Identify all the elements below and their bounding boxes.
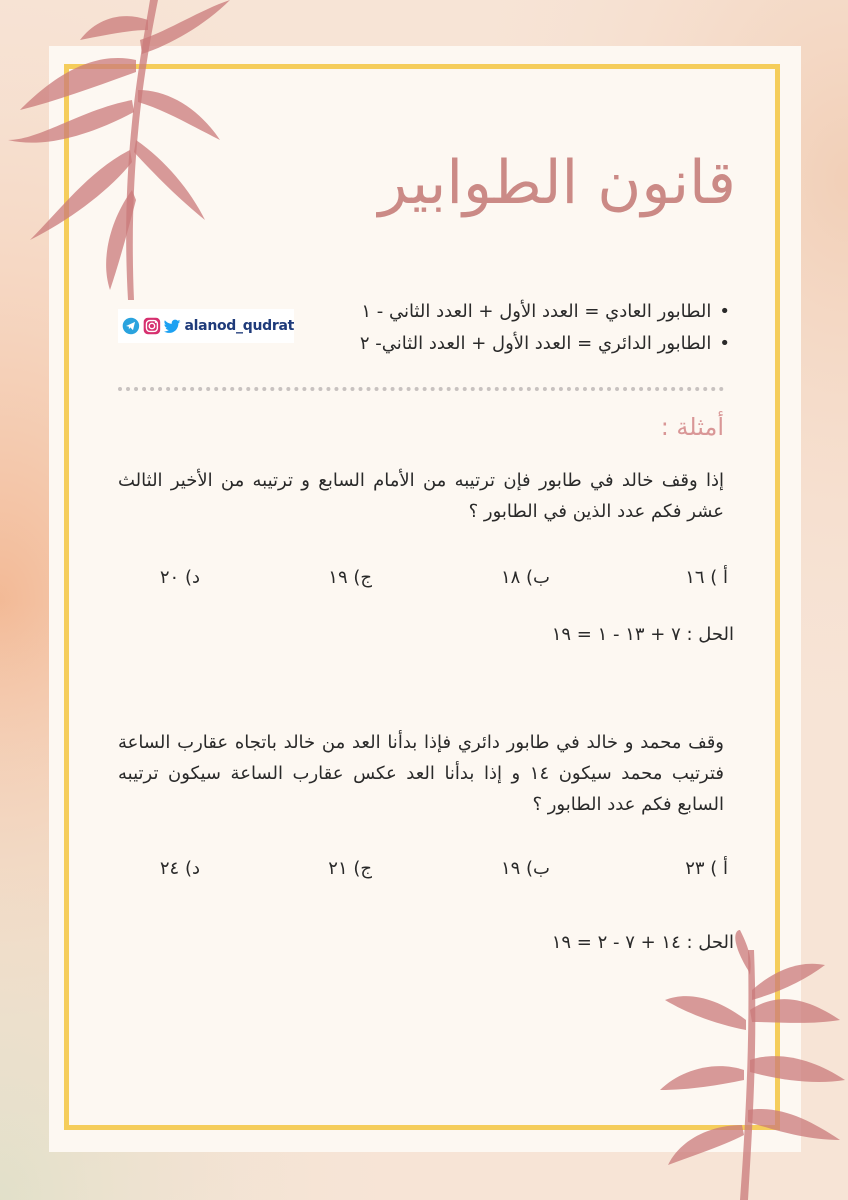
examples-heading: أمثلة : [660,413,724,441]
option-a: أ ) ٢٣ [685,858,728,879]
rules-list [310,296,730,360]
social-handle: alanod_qudrat [184,318,294,334]
option-d: د) ٢٤ [159,858,200,879]
option-c: ج) ١٩ [328,567,372,588]
twitter-icon [164,313,182,339]
instagram-icon [143,313,161,339]
example-solution: الحل : ٧ + ١٣ - ١ = ١٩ [551,624,734,645]
rule-item: • الطابور العادي = العدد الأول + العدد الثاني - ١ [310,296,730,328]
page-title: قانون الطوابير [378,148,736,218]
option-d: د) ٢٠ [159,567,200,588]
answer-options [118,567,728,597]
yellow-frame [64,64,780,1130]
option-b: ب) ١٨ [500,567,550,588]
telegram-icon [122,313,140,339]
dotted-divider [118,387,724,391]
example-question: إذا وقف خالد في طابور فإن ترتيبه من الأمام السابع و ترتيبه من الأخير الثالث عشر فكم عدد الذين في الطابور ؟ [118,470,724,522]
social-badge[interactable] [118,309,294,343]
option-a: أ ) ١٦ [685,567,728,588]
option-b: ب) ١٩ [500,858,550,879]
rule-item: • الطابور الدائري = العدد الأول + العدد الثاني- ٢ [310,328,730,360]
example-solution: الحل : ١٤ + ٧ - ٢ = ١٩ [551,932,734,953]
example-question: وقف محمد و خالد في طابور دائري فإذا بدأنا العد من خالد باتجاه عقارب الساعة فترتيب محمد سيكون ١٤ و إذا بدأنا العد عكس عقارب الساعة سيكون ترتيبه السابع فكم عدد الطابور ؟ [118,732,724,815]
option-c: ج) ٢١ [328,858,372,879]
answer-options [118,858,728,888]
